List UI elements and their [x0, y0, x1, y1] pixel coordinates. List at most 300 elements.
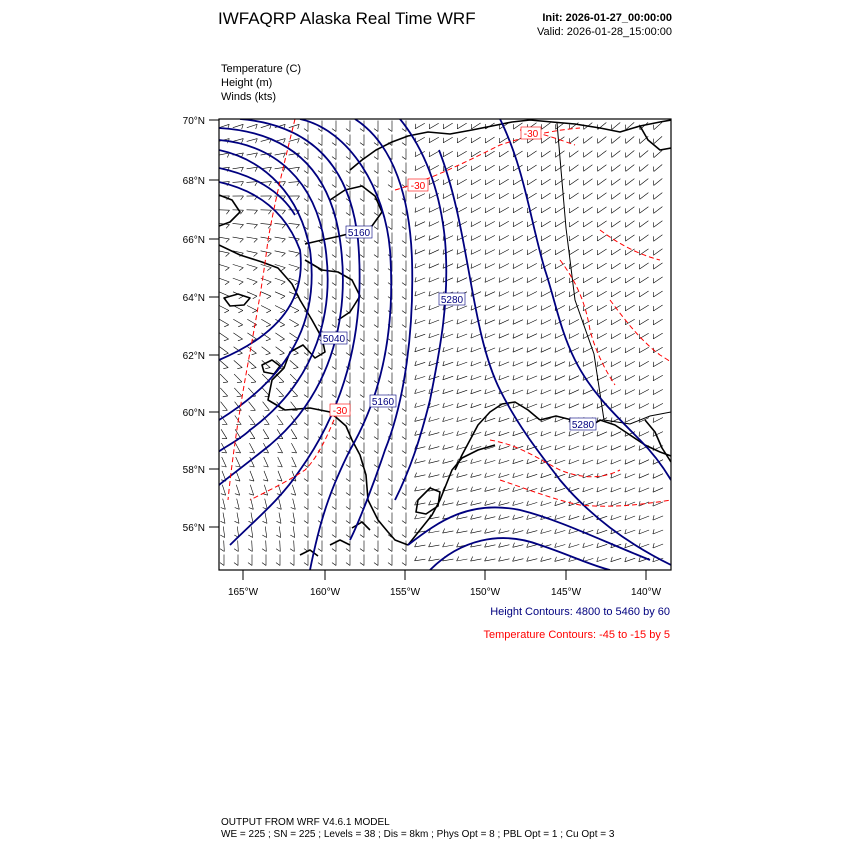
wind-barb-flag: [346, 549, 350, 552]
wind-barb: [443, 418, 454, 421]
wind-barb-flag: [415, 528, 417, 533]
wind-barb-flag: [237, 396, 242, 397]
wind-barb-flag: [541, 320, 542, 325]
height-contour: [219, 168, 295, 215]
wind-barb-flag: [527, 278, 528, 283]
wind-barb: [485, 264, 495, 269]
height-contour: [347, 119, 412, 540]
wind-barb: [277, 443, 282, 453]
wind-barb: [527, 306, 537, 311]
wind-barb: [611, 558, 621, 561]
wind-barb: [570, 165, 579, 171]
wind-barb: [220, 347, 229, 354]
wind-barb: [541, 179, 550, 185]
wind-barb-flag: [625, 334, 626, 339]
wind-barb-flag: [346, 479, 350, 482]
wind-barb-flag: [374, 311, 378, 314]
wind-barb: [555, 207, 564, 213]
wind-barb: [485, 531, 496, 534]
wind-barb: [250, 485, 253, 495]
wind-barb: [415, 503, 426, 505]
wind-barb: [527, 165, 536, 171]
wind-barb: [513, 320, 523, 325]
wind-barb: [584, 151, 593, 158]
wind-barb: [275, 278, 285, 282]
wind-barb: [429, 151, 439, 156]
wind-barb: [513, 503, 524, 506]
wind-barb: [289, 124, 299, 127]
wind-barb-flag: [262, 549, 266, 552]
wind-barb-flag: [374, 269, 378, 272]
wind-barb: [625, 558, 635, 562]
wind-barb-flag: [249, 466, 254, 467]
wind-barb-flag: [280, 325, 285, 327]
wind-barb-flag: [374, 227, 378, 230]
wind-barb-flag: [304, 325, 308, 328]
wind-barb-flag: [639, 376, 640, 381]
wind-barb: [569, 460, 579, 464]
wind-barb-flag: [255, 182, 258, 186]
wind-barb-flag: [639, 390, 640, 395]
wind-barb-flag: [527, 306, 528, 311]
wind-barb-flag: [597, 320, 598, 325]
wind-barb: [471, 517, 482, 520]
wind-barb-flag: [304, 129, 308, 132]
wind-barb: [569, 376, 579, 381]
coastline-gulf-of-alaska: [540, 416, 671, 456]
wind-barb: [569, 390, 579, 395]
wind-barb: [415, 545, 426, 547]
wind-barb: [612, 179, 621, 186]
wind-barb: [457, 123, 466, 129]
wind-barb-flag: [569, 278, 570, 283]
wind-barb-flag: [402, 423, 406, 426]
wind-barb: [625, 361, 635, 366]
wind-barb: [415, 292, 425, 296]
wind-barb: [499, 474, 510, 477]
wind-barb: [527, 179, 536, 185]
wind-barb: [527, 559, 538, 562]
wind-barb: [443, 222, 453, 227]
wind-barb-flag: [499, 278, 500, 283]
wind-barb-flag: [374, 521, 378, 524]
wind-barb-flag: [457, 557, 459, 562]
wind-barb: [457, 559, 468, 561]
wind-barb-flag: [625, 418, 626, 423]
wind-barb: [527, 249, 537, 254]
height-contours: [219, 119, 671, 570]
wind-barb-flag: [282, 210, 285, 214]
wind-barb: [457, 306, 467, 310]
wind-barb-flag: [457, 236, 458, 241]
wind-barb: [224, 541, 225, 552]
wind-barb: [639, 460, 649, 465]
wind-barb: [625, 460, 635, 464]
wind-barb-flag: [374, 451, 378, 454]
wind-barb: [569, 235, 578, 241]
wind-barb: [457, 278, 467, 283]
wind-barb: [219, 292, 229, 296]
wind-barb: [654, 221, 663, 228]
wind-barb: [569, 530, 579, 533]
wind-barb-flag: [569, 403, 570, 408]
wind-barb: [415, 208, 425, 213]
wind-barb: [611, 488, 621, 492]
wind-barb-flag: [569, 389, 570, 394]
wind-barb: [457, 418, 467, 421]
wind-barb: [499, 531, 510, 534]
wind-barb: [251, 513, 253, 524]
wind-barb: [485, 278, 495, 283]
wind-barb-flag: [527, 347, 528, 352]
wind-barb-flag: [224, 325, 229, 327]
wind-barb-flag: [346, 269, 350, 272]
height-label: 5280: [571, 420, 595, 431]
wind-barb-flag: [429, 138, 430, 143]
wind-barb-flag: [318, 185, 322, 188]
wind-barb-flag: [318, 563, 322, 566]
wind-barb: [235, 443, 240, 453]
wind-barb: [415, 362, 425, 365]
wind-barb: [625, 291, 634, 297]
wind-barb: [654, 150, 662, 157]
wind-barb: [499, 334, 509, 338]
wind-barb-flag: [281, 268, 285, 271]
wind-barb-flag: [388, 171, 392, 174]
wind-barb-flag: [653, 390, 654, 395]
wind-barb: [485, 545, 496, 547]
wind-barb-flag: [485, 250, 486, 255]
wind-barb: [598, 207, 607, 213]
wind-barb-flag: [297, 167, 299, 171]
wind-barb: [653, 319, 662, 325]
wind-barb: [639, 432, 649, 437]
wind-barb-flag: [253, 296, 257, 299]
wind-barb: [429, 531, 440, 533]
wind-barb-flag: [429, 152, 430, 157]
wind-barb: [278, 457, 283, 467]
wind-barb-flag: [499, 292, 500, 297]
wind-barb-flag: [294, 325, 299, 327]
wind-barb: [457, 432, 468, 435]
height-label: 5040: [322, 334, 346, 345]
wind-barb-flag: [625, 390, 626, 395]
wind-barb: [485, 292, 495, 297]
wind-barb: [247, 223, 258, 224]
wind-barb-flag: [513, 264, 514, 269]
wind-barb: [443, 376, 453, 380]
wind-barb: [598, 193, 607, 199]
wind-barb-flag: [304, 465, 308, 468]
wind-barb: [513, 334, 523, 339]
wind-barb: [611, 263, 620, 269]
wind-barb: [443, 264, 453, 269]
wind-barb: [612, 123, 620, 130]
wind-barb-flag: [346, 241, 350, 244]
wind-barb: [583, 207, 592, 213]
wind-barb-flag: [555, 334, 556, 339]
wind-barb: [625, 418, 635, 423]
wind-barb: [415, 165, 425, 170]
wind-barb: [499, 348, 509, 352]
wind-barb: [612, 137, 621, 144]
wind-barb-flag: [224, 339, 229, 341]
wind-barb: [611, 235, 620, 241]
wind-barb-flag: [415, 152, 416, 157]
wind-barb-flag: [360, 255, 364, 258]
wind-barb: [471, 193, 481, 198]
wind-barb-flag: [499, 250, 500, 255]
wind-barb-flag: [429, 222, 430, 227]
wind-barb: [485, 221, 495, 226]
wind-barb: [233, 319, 242, 325]
wind-barb-flag: [304, 143, 308, 146]
lat-label: 56°N: [182, 523, 205, 534]
wind-barb-flag: [360, 395, 364, 398]
temp-contour: [610, 300, 671, 362]
wind-barb: [597, 319, 607, 324]
wind-barb: [639, 404, 649, 409]
wind-barb: [639, 488, 649, 492]
wind-barb: [429, 123, 438, 129]
wind-barb-flag: [388, 353, 392, 356]
wind-barb-flag: [318, 255, 322, 258]
wind-barb: [499, 460, 509, 463]
lon-label: 160°W: [309, 587, 341, 598]
wind-barb-flag: [485, 236, 486, 241]
wind-barb: [234, 374, 242, 382]
wind-barb-flag: [639, 459, 640, 464]
wind-barb-flag: [457, 194, 458, 199]
wind-barb-flag: [555, 264, 556, 269]
wind-barb: [429, 348, 439, 352]
wind-barb-flag: [485, 543, 487, 548]
wind-barb: [485, 418, 495, 422]
wind-barb: [639, 291, 648, 297]
wind-barb: [249, 443, 254, 453]
wind-barb: [292, 485, 295, 495]
wind-barb-flag: [346, 255, 350, 258]
wind-barb-flag: [541, 278, 542, 283]
wind-barb-flag: [346, 213, 350, 216]
wind-barb-flag: [220, 563, 224, 566]
wind-barb-flag: [611, 431, 612, 436]
wind-barb-flag: [222, 452, 227, 453]
wind-barb: [471, 221, 481, 226]
wind-barb: [499, 306, 509, 311]
wind-barb-flag: [541, 292, 542, 297]
wind-barb: [429, 334, 439, 338]
wind-barb-flag: [415, 487, 417, 492]
wind-barb-flag: [443, 529, 445, 534]
wind-barb: [513, 545, 524, 548]
wind-barb: [625, 530, 635, 534]
wind-barb-flag: [402, 549, 406, 552]
wind-barb-flag: [360, 493, 364, 496]
wind-barb: [443, 362, 453, 366]
wind-barb: [653, 361, 663, 366]
wind-barb: [250, 471, 254, 481]
wind-barb-flag: [471, 250, 472, 255]
wind-barb: [264, 485, 267, 495]
wind-barb: [597, 347, 607, 352]
wind-barb: [429, 278, 439, 282]
wind-barb-flag: [583, 389, 584, 394]
wind-barb-flag: [555, 320, 556, 325]
wind-barb: [598, 137, 607, 144]
wind-barb: [541, 559, 552, 562]
wind-barb-flag: [226, 253, 230, 256]
wind-barb-flag: [639, 432, 640, 437]
wind-barb: [583, 362, 593, 367]
wind-barb-flag: [388, 549, 392, 552]
wind-barb: [625, 375, 635, 380]
wind-barb: [275, 292, 285, 296]
wind-barb: [499, 165, 508, 171]
wind-barb: [247, 251, 258, 253]
wind-barb-flag: [569, 320, 570, 325]
wind-barb-flag: [597, 403, 598, 408]
lon-label: 155°W: [389, 587, 421, 598]
wind-barb: [277, 416, 283, 425]
wind-barb: [640, 249, 649, 255]
wind-barb: [279, 499, 282, 510]
wind-barb-flag: [360, 143, 364, 146]
wind-barb: [499, 292, 509, 297]
wind-barb: [569, 193, 578, 199]
height-contour: [430, 538, 610, 570]
wind-barb: [541, 502, 551, 505]
lon-axis: [228, 570, 662, 598]
wind-barb-flag: [653, 473, 654, 478]
wind-barb: [611, 291, 620, 297]
wind-barb: [457, 137, 466, 143]
wind-barb: [555, 446, 565, 450]
wind-barb-flag: [639, 362, 640, 367]
wind-barb-flag: [402, 493, 406, 496]
wind-barb: [263, 429, 269, 438]
wind-barb: [223, 527, 224, 538]
wind-barb: [541, 376, 551, 380]
wind-barb-flag: [541, 334, 542, 339]
wind-barb: [611, 277, 620, 283]
wind-barb: [527, 151, 536, 157]
wind-barb: [639, 516, 649, 520]
wind-barb: [653, 291, 662, 297]
wind-barb-flag: [374, 437, 378, 440]
wind-barb: [555, 502, 565, 505]
wind-barb: [541, 362, 551, 367]
wind-barb-flag: [241, 196, 244, 200]
wind-barb: [499, 235, 509, 240]
wind-barb-flag: [254, 253, 258, 256]
wind-barb: [626, 151, 635, 158]
wind-barb-flag: [527, 320, 528, 325]
wind-barb-flag: [240, 225, 243, 229]
wind-barb: [443, 447, 454, 450]
wind-barb: [611, 361, 621, 366]
wind-barb: [443, 404, 453, 407]
wind-barb: [584, 193, 593, 199]
wind-barb-flag: [388, 493, 392, 496]
wind-barb: [236, 485, 239, 495]
wind-barb-flag: [224, 353, 229, 355]
wind-barb: [625, 347, 635, 352]
wind-barb: [415, 461, 426, 464]
wind-barb-flag: [471, 305, 472, 310]
wind-barb-flag: [639, 445, 640, 450]
coastline-alaska-peninsula: [408, 445, 495, 545]
wind-barb: [612, 165, 621, 172]
wind-barb-flag: [255, 167, 257, 171]
wind-barb-flag: [625, 445, 626, 450]
wind-barb: [513, 207, 522, 213]
wind-barb-flag: [266, 339, 271, 341]
wind-barb: [541, 446, 551, 450]
wind-barb: [513, 249, 523, 254]
wind-barb-flag: [332, 283, 336, 286]
wind-barb: [261, 237, 272, 239]
wind-barb-flag: [221, 521, 226, 523]
wind-barb-flag: [402, 353, 406, 356]
wind-barb-flag: [471, 180, 472, 185]
wind-barb: [555, 348, 565, 353]
wind-barb-flag: [280, 353, 285, 355]
wind-barb-flag: [318, 311, 322, 314]
wind-barb-flag: [346, 535, 350, 538]
wind-barb-flag: [282, 239, 286, 243]
wind-barb: [597, 221, 606, 227]
wind-barb: [640, 207, 649, 214]
wind-barb-flag: [415, 249, 416, 254]
wind-barb: [264, 457, 269, 467]
wind-barb-flag: [513, 250, 514, 255]
wind-barb-flag: [304, 423, 308, 426]
wind-barb-flag: [304, 353, 308, 356]
wind-barb: [293, 527, 294, 538]
field-temperature: Temperature (C): [221, 63, 302, 75]
wind-barb: [527, 418, 537, 422]
wind-barb-flag: [304, 563, 308, 566]
wind-barb: [290, 360, 298, 367]
wind-barb-flag: [276, 563, 280, 566]
wind-barb-flag: [415, 501, 417, 506]
wind-barb-flag: [611, 320, 612, 325]
wind-barb-flag: [388, 507, 392, 510]
wind-barb: [247, 167, 258, 169]
height-label: 5160: [347, 228, 371, 239]
wind-barb: [234, 388, 241, 396]
wind-barb: [513, 432, 523, 436]
wind-barb-flag: [266, 353, 271, 355]
wind-barb-flag: [374, 423, 378, 426]
wind-barb-flag: [583, 348, 584, 353]
wind-barb: [583, 460, 593, 464]
wind-barb: [457, 207, 467, 212]
wind-barb-flag: [415, 235, 416, 240]
wind-barb: [542, 123, 551, 130]
wind-barb: [471, 404, 481, 408]
wind-barb: [457, 179, 467, 184]
wind-barb-flag: [332, 227, 336, 230]
wind-barb-flag: [346, 381, 350, 384]
wind-barb: [513, 221, 523, 226]
wind-barb-flag: [527, 333, 528, 338]
wind-barb-flag: [252, 353, 257, 355]
wind-barb-flag: [304, 535, 308, 538]
wind-barb-flag: [266, 325, 271, 327]
wind-barb-flag: [555, 292, 556, 297]
